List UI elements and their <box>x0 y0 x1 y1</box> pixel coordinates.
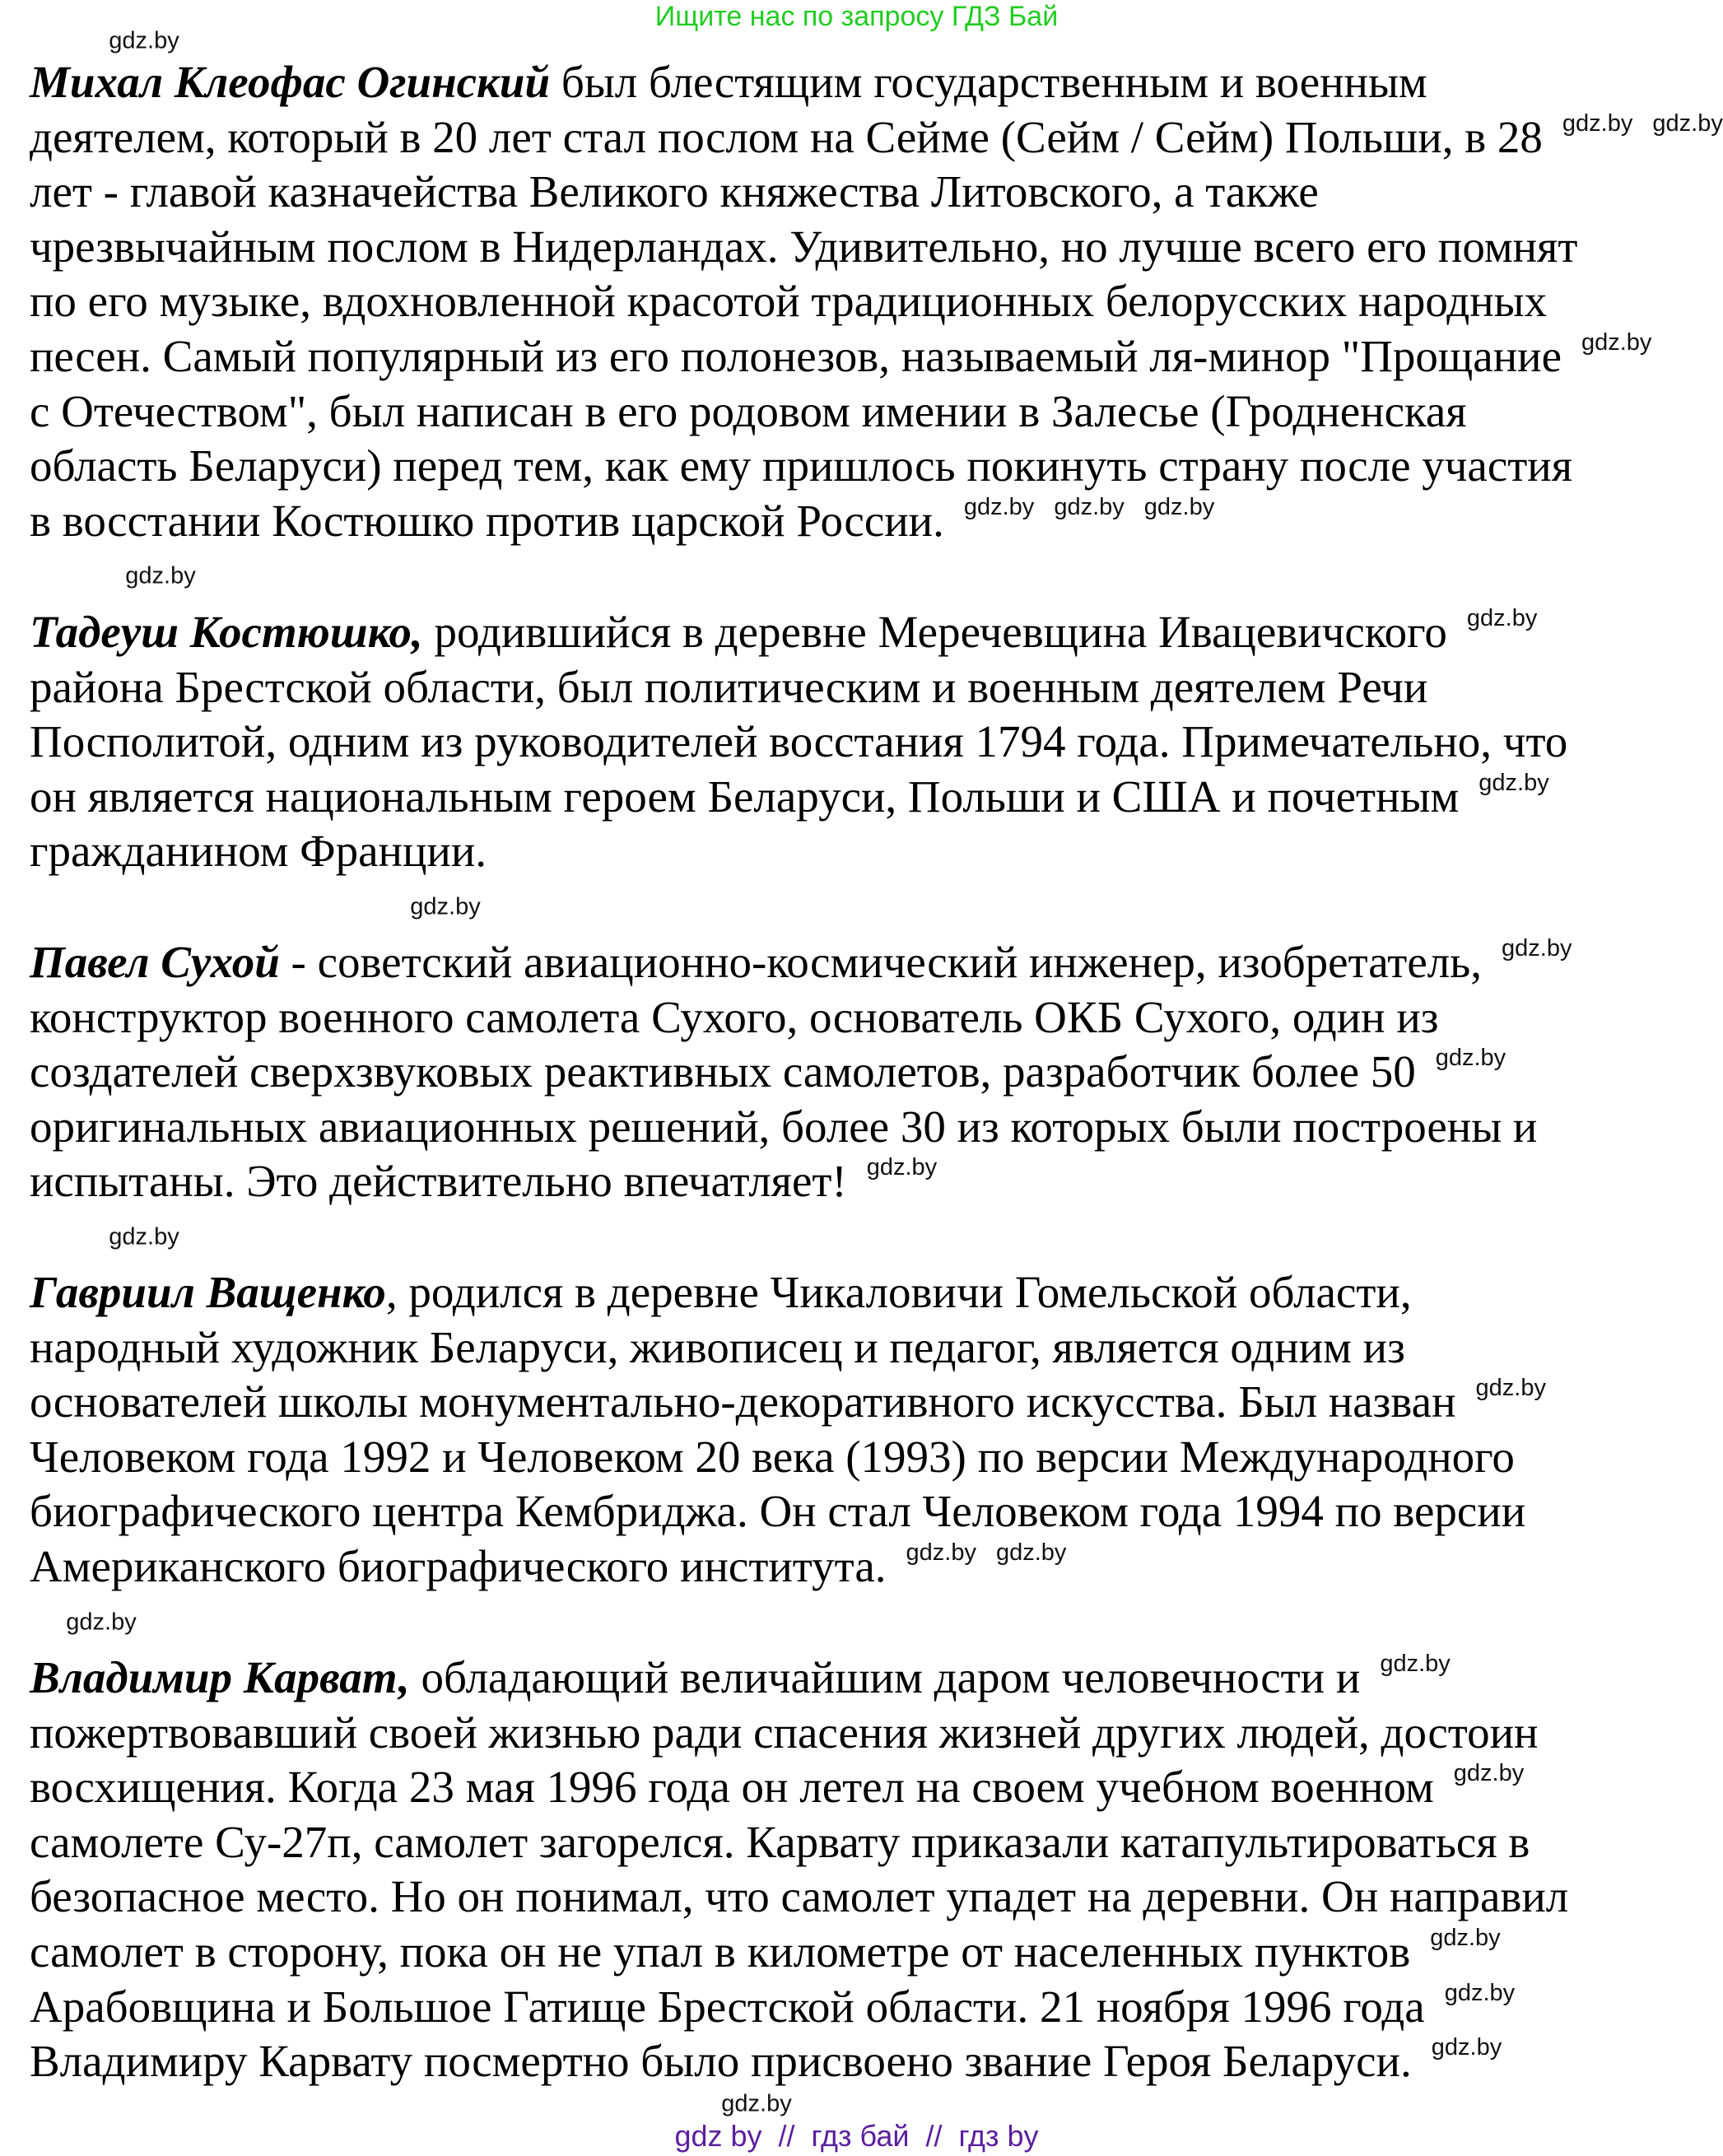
text-line <box>30 1539 1546 1595</box>
text-line <box>30 1870 1568 1925</box>
text-segment: по его музыке, вдохновленной красотой традиционных белорусских народных <box>30 276 1548 327</box>
text-line <box>30 1980 1568 2035</box>
text-segment: деятелем, который в 20 лет стал послом на Сейме (Сейм / Сейм) Польши, в 28 <box>30 111 1543 162</box>
text-line <box>30 1375 1546 1430</box>
text-line <box>30 220 1723 275</box>
text-segment: песен. Самый популярный из его полонезов, называемый ля-минор "Прощание <box>30 330 1562 381</box>
watermark: gdz.by <box>866 1154 938 1181</box>
watermark: gdz.by <box>125 562 196 589</box>
biography-paragraph <box>30 935 1572 1209</box>
text-segment: Американского биографического института. <box>30 1540 887 1591</box>
text-line <box>30 1815 1568 1870</box>
text-segment: самолете Су-27п, самолет загорелся. Карвату приказали катапультироваться в <box>30 1816 1530 1867</box>
text-segment: в восстании Костюшко против царской России. <box>30 495 944 546</box>
text-line <box>30 1154 1572 1209</box>
watermark: gdz.by <box>1581 328 1652 356</box>
text-line <box>30 2034 1568 2089</box>
text-segment: - советский авиационно-космический инженер, изобретатель, <box>279 937 1483 987</box>
biography-paragraph <box>30 1265 1546 1595</box>
person-name: Владимир Карват, <box>30 1652 410 1702</box>
person-name: Павел Сухой <box>30 937 280 987</box>
text-line <box>30 1045 1572 1100</box>
text-segment: биографического центра Кембриджа. Он стал Человеком года 1994 по версии <box>30 1486 1526 1537</box>
watermark: gdz.by <box>66 1609 137 1636</box>
text-line <box>30 439 1723 494</box>
text-segment: Владимиру Карвату посмертно было присвоено звание Героя Беларуси. <box>30 2036 1412 2087</box>
text-segment: обладающий величайшим даром человечности и <box>409 1652 1361 1702</box>
watermark: gdz.by <box>1479 769 1549 796</box>
text-line <box>30 660 1567 715</box>
text-segment: народный художник Беларуси, живописец и педагог, является одним из <box>30 1321 1405 1372</box>
text-line <box>30 824 1567 879</box>
watermark: gdz.by <box>1431 2034 1502 2061</box>
text-line <box>30 1925 1568 1980</box>
text-line <box>30 990 1572 1045</box>
watermark: gdz.by <box>721 2090 792 2117</box>
watermark: gdz.by <box>963 493 1035 520</box>
watermark: gdz.by <box>1652 109 1723 137</box>
person-name: Михал Клеофас Огинский <box>30 57 551 107</box>
text-line <box>30 1100 1572 1155</box>
text-line <box>30 1430 1546 1485</box>
text-line <box>30 1651 1568 1706</box>
text-line <box>30 274 1723 329</box>
watermark: gdz.by <box>1562 109 1633 137</box>
watermark: gdz.by <box>1502 935 1572 962</box>
text-line <box>30 1760 1568 1815</box>
person-name: Гавриил Ващенко <box>30 1267 386 1317</box>
text-line <box>30 770 1567 825</box>
text-segment: , родился в деревне Чикаловичи Гомельской области, <box>385 1267 1412 1317</box>
text-segment: Арабовщина и Большое Гатище Брестской области. 21 ноября 1996 года <box>30 1981 1425 2032</box>
text-segment: был блестящим государственным и военным <box>550 57 1427 107</box>
text-line <box>30 55 1723 110</box>
text-line <box>30 329 1723 384</box>
text-segment: родившийся в деревне Меречевщина Ивацевичского <box>422 607 1447 657</box>
watermark: gdz.by <box>1430 1924 1501 1951</box>
text-line <box>30 1320 1546 1376</box>
watermark: gdz.by <box>1466 605 1538 631</box>
biography-paragraph <box>30 55 1723 548</box>
text-segment: безопасное место. Но он понимал, что самолет упадет на деревни. Он направил <box>30 1871 1569 1922</box>
watermark: gdz.by <box>1143 493 1215 520</box>
text-segment: лет - главой казначейства Великого княжества Литовского, а также <box>30 166 1319 217</box>
text-line <box>30 1706 1568 1761</box>
watermark: gdz.by <box>1435 1045 1506 1072</box>
text-segment: Посполитой, одним из руководителей восстания 1794 года. Примечательно, что <box>30 716 1568 767</box>
text-segment: района Брестской области, был политическим и военным деятелем Речи <box>30 661 1428 712</box>
watermark: gdz.by <box>1475 1375 1546 1402</box>
text-line <box>30 110 1723 165</box>
watermark: gdz.by <box>410 893 481 920</box>
watermark: gdz.by <box>1380 1651 1451 1677</box>
text-segment: самолет в сторону, пока он не упал в километре от населенных пунктов <box>30 1925 1411 1977</box>
person-name: Тадеуш Костюшко, <box>30 607 423 657</box>
watermark: gdz.by <box>1054 493 1125 520</box>
text-segment: гражданином Франции. <box>30 826 487 877</box>
text-segment: Человеком года 1992 и Человеком 20 века (1993) по версии Международного <box>30 1431 1515 1482</box>
text-line <box>30 935 1572 990</box>
biography-paragraph <box>30 1651 1568 2089</box>
text-segment: пожертвовавший своей жизнью ради спасения жизней других людей, достоин <box>30 1707 1539 1758</box>
text-line <box>30 494 1723 549</box>
text-line <box>30 715 1567 770</box>
text-segment: испытаны. Это действительно впечатляет! <box>30 1156 847 1207</box>
watermark: gdz.by <box>1453 1760 1525 1787</box>
text-segment: область Беларуси) перед тем, как ему пришлось покинуть страну после участия <box>30 440 1573 491</box>
text-segment: оригинальных авиационных решений, более 30 из которых были построены и <box>30 1101 1538 1152</box>
watermark: gdz.by <box>109 27 179 54</box>
text-segment: восхищения. Когда 23 мая 1996 года он летел на своем учебном военном <box>30 1762 1434 1813</box>
text-line <box>30 1265 1546 1320</box>
text-segment: он является национальным героем Беларуси, Польши и США и почетным <box>30 771 1460 822</box>
text-segment: с Отечеством", был написан в его родовом имении в Залесье (Гродненская <box>30 385 1467 436</box>
watermark: gdz.by <box>995 1539 1067 1566</box>
text-segment: чрезвычайным послом в Нидерландах. Удивительно, но лучше всего его помнят <box>30 221 1578 272</box>
text-line <box>30 1484 1546 1539</box>
search-hint-header: Ищите нас по запросу ГДЗ Бай <box>654 1 1059 32</box>
watermark: gdz.by <box>906 1539 976 1566</box>
text-segment: создателей сверхзвуковых реактивных самолетов, разработчик более 50 <box>30 1046 1416 1097</box>
biography-paragraph <box>30 605 1567 879</box>
site-footer: gdz by // гдз бай // гдз by <box>674 2119 1039 2153</box>
text-line <box>30 605 1567 660</box>
watermark: gdz.by <box>109 1223 179 1250</box>
watermark: gdz.by <box>1444 1979 1516 2006</box>
text-line <box>30 384 1723 440</box>
text-line <box>30 165 1723 220</box>
text-segment: конструктор военного самолета Сухого, основатель ОКБ Сухого, один из <box>30 991 1439 1042</box>
text-segment: основателей школы монументально-декоративного искусства. Был назван <box>30 1376 1456 1427</box>
